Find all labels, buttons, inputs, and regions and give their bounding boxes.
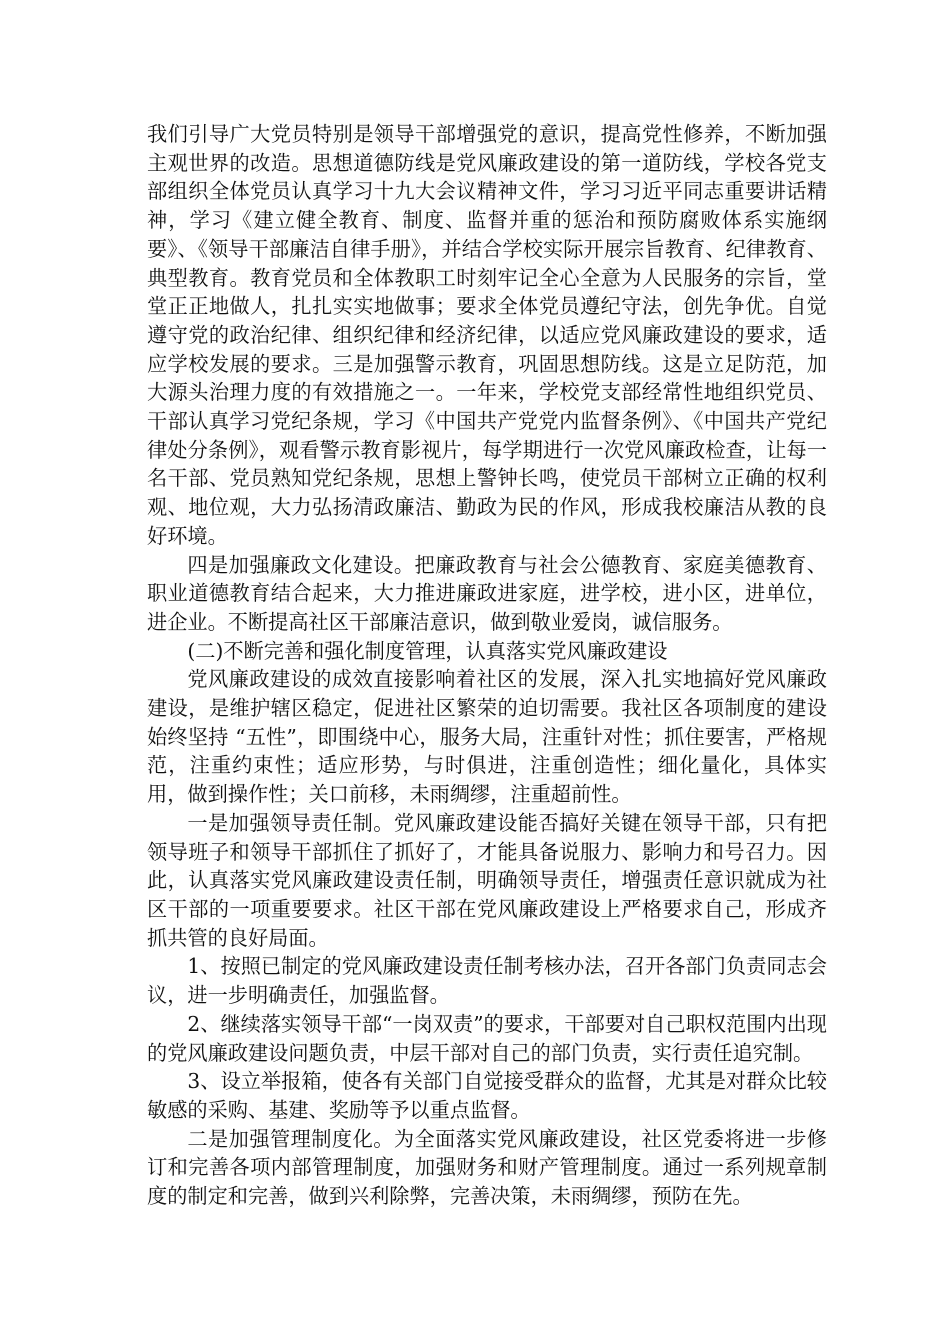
paragraph-management-system: 二是加强管理制度化。为全面落实党风廉政建设，社区党委将进一步修订和完善各项内部管理制度，加强财务和财产管理制度。通过一系列规章制度的制定和完善，做到兴利除弊，完善决策，未雨绸缪，预防在先。 — [147, 1126, 827, 1209]
section-heading-system-management: (二)不断完善和强化制度管理，认真落实党风廉政建设 — [187, 638, 668, 663]
list-item-1: 1、按照已制定的党风廉政建设责任制考核办法，召开各部门负责同志会议，进一步明确责任，加强监督。 — [147, 954, 827, 1008]
list-item-2: 2、继续落实领导干部“一岗双责”的要求，干部要对自己职权范围内出现的党风廉政建设问题负责，中层干部对自己的部门负责，实行责任追究制。 — [147, 1011, 827, 1065]
paragraph-discipline-education: 我们引导广大党员特别是领导干部增强党的意识，提高党性修养，不断加强主观世界的改造。思想道德防线是党风廉政建设的第一道防线，学校各党支部组织全体党员认真学习十九大会议精神文件，学习习近平同志重要讲话精神，学习《建立健全教育、制度、监督并重的惩治和预防腐败体系实施纲要》、《领导干部廉洁自律手册》，并结合学校实际开展宗旨教育、纪律教育、典型教育。教育党员和全体教职工时刻牢记全心全意为人民服务的宗旨，堂堂正正地做人，扎扎实实地做事；要求全体党员遵纪守法，创先争优。自觉遵守党的政治纪律、组织纪律和经济纪律，以适应党风廉政建设的要求，适应学校发展的要求。三是加强警示教育，巩固思想防线。这是立足防范，加大源头治理力度的有效措施之一。一年来，学校党支部经常性地组织党员、干部认真学习党纪条规，学习《中国共产党党内监督条例》、《中国共产党纪律处分条例》，观看警示教育影视片，每学期进行一次党风廉政检查，让每一名干部、党员熟知党纪条规，思想上警钟长鸣，使党员干部树立正确的权利观、地位观，大力弘扬清政廉洁、勤政为民的作风，形成我校廉洁从教的良好环境。 — [147, 122, 827, 548]
list-item-3: 3、设立举报箱，使各有关部门自觉接受群众的监督，尤其是对群众比较敏感的采购、基建、奖励等予以重点监督。 — [147, 1069, 827, 1122]
document-page — [147, 120, 827, 1211]
paragraph-five-principles: 党风廉政建设的成效直接影响着社区的发展，深入扎实地搞好党风廉政建设，是维护辖区稳定，促进社区繁荣的迫切需要。我社区各项制度的建设始终坚持 “五性”，即围绕中心，服务大局，注重针对性；抓住要害，严格规范，注重约束性；适应形势，与时俱进，注重创造性；细化量化，具体实用，做到操作性；关口前移，未雨绸缪，注重超前性。 — [147, 667, 827, 807]
paragraph-leadership-responsibility: 一是加强领导责任制。党风廉政建设能否搞好关键在领导干部，只有把领导班子和领导干部抓住了抓好了，才能具备说服力、影响力和号召力。因此，认真落实党风廉政建设责任制，明确领导责任，增强责任意识就成为社区干部的一项重要要求。社区干部在党风廉政建设上严格要求自己，形成齐抓共管的良好局面。 — [147, 810, 827, 950]
paragraph-clean-culture: 四是加强廉政文化建设。把廉政教育与社会公德教育、家庭美德教育、职业道德教育结合起来，大力推进廉政进家庭，进学校，进小区，进单位，进企业。不断提高社区干部廉洁意识，做到敬业爱岗，诚信服务。 — [147, 552, 827, 634]
